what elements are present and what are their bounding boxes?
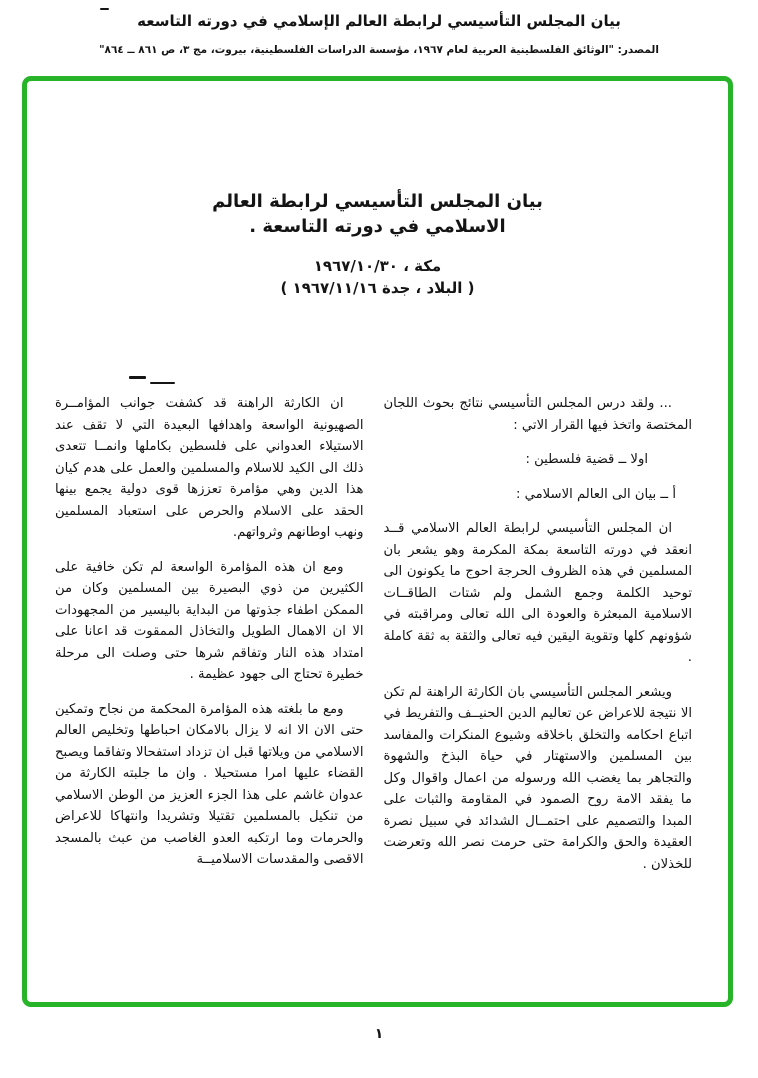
column-left: [55, 393, 364, 888]
paragraph-despite-success: ومع ما بلغته هذه المؤامرة المحكمة من نجاح وتمكين حتى الان الا انه لا يزال بالامكان احباطها وتخليص العالم الاسلامي من ويلاتها قبل ان تزداد استفحالا وتفاقما ويصبح القضاء عليها امرا مستحيلا . وان ما جلبته الكارثة من عدوان غاشم على هذا الجزء العزيز من الوطن الاسلامي من تنكيل بالمسلمين تقتيلا وتشريدا وانتهاكا للاعراض والحرمات وما ارتكبه العدو الغاصب من عبث بالمسجد الاقصى والمقدسات الاسلاميــة: [54, 701, 364, 867]
page-number: ١: [374, 1026, 384, 1042]
scan-artifact-smudge: [150, 382, 175, 384]
intro-paragraph: ... ولقد درس المجلس التأسيسي نتائج بحوث اللجان المختصة واتخذ فيها القرار الاتي :: [383, 396, 692, 433]
document-dates: [27, 255, 728, 299]
header-title: بيان المجلس التأسيسي لرابطة العالم الإسلامي في دورته التاسعه: [137, 12, 621, 30]
document-title-line-1: بيان المجلس التأسيسي لرابطة العالم: [212, 191, 543, 212]
location-date-line: مكة ، ١٩٦٧/١٠/٣٠: [313, 257, 442, 275]
paragraph-conspiracy-known: ومع ان هذه المؤامرة الواسعة لم تكن خافية على الكثيرين من ذوي البصيرة بين المسلمين وكان من الممكن اطفاء جذوتها من البداية باليسير من المجهودات الا ان الاهمال الطويل والتخاذل الممقوت قد اعانا على امتداد هذه النار وتفاقم شرها حتى وصلت الى مرحلة خطيرة تحتاج الى جهود عظيمة .: [55, 559, 364, 682]
paragraph-council-feels: ويشعر المجلس التأسيسي بان الكارثة الراهنة لم تكن الا نتيجة للاعراض عن تعاليم الدين الحنيــف والتفريط في اتباع احكامه والتخلق باخلاقه وشيوع المنكرات والمفاسد بين المسلمين والاستهتار في حياة البذخ والشهوة والتجاهر بما يغضب الله ورسوله من اعمال واقوال وكل ما يفقد الامة روح الصمود في المقاومة والثبات على المبدا والتصميم على احتمــال الشدائد في سبيل نصرة العقيدة والحق والكرامة حتى حرمت نصر الله وتعرضت للخذلان .: [383, 684, 692, 872]
document-green-frame: [22, 76, 733, 1007]
section-heading-palestine: اولا ــ قضية فلسطين :: [525, 452, 648, 467]
section-heading-statement: أ ــ بيان الى العالم الاسلامي :: [515, 486, 676, 502]
scan-artifact-dash: [100, 8, 109, 10]
text-columns: [55, 393, 692, 888]
publication-line: ( البلاد ، جدة ١٩٦٧/١١/١٦ ): [280, 279, 475, 297]
header-source-citation: المصدر: "الوثائق الفلسطينية العربية لعام ١٩٦٧، مؤسسة الدراسات الفلسطينية، بيروت، مج ٣، ص ٨٦١ ــ ٨٦٤": [99, 44, 659, 56]
column-right: [384, 393, 693, 888]
document-title: [27, 189, 728, 239]
scan-artifact-smudge: [129, 376, 146, 379]
paragraph-catastrophe-revealed: ان الكارثة الراهنة قد كشفت جوانب المؤامــرة الصهيونية الواسعة واهدافها البعيدة التي لا تقف عند الاستيلاء العدواني على فلسطين بكاملها وانمــا تتعدى ذلك الى الكيد للاسلام والمسلمين والعمل على هدم كيان هذا الدين وهي مؤامرة تعززها قوى دولية يجمع بينها الحقد على الاسلام والحرص على استعباد المسلمين ونهب اوطانهم وثرواتهم.: [55, 396, 364, 540]
paragraph-council-convened: ان المجلس التأسيسي لرابطة العالم الاسلامي قــد انعقد في دورته التاسعة بمكة المكرمة وهو يشعر بان المسلمين في هذه الظروف الحرجة احوج ما يكونون الى توحيد الكلمة وجمع الشمل ولم شتات الطاقــات الاسلامية المبعثرة والعودة الى الله تعالى ومراقبته في شؤونهم كلها وتقوية اليقين فيه تعالى والثقة به ثقة كاملة .: [383, 521, 692, 665]
document-title-line-2: الاسلامي في دورته التاسعة .: [249, 216, 506, 237]
